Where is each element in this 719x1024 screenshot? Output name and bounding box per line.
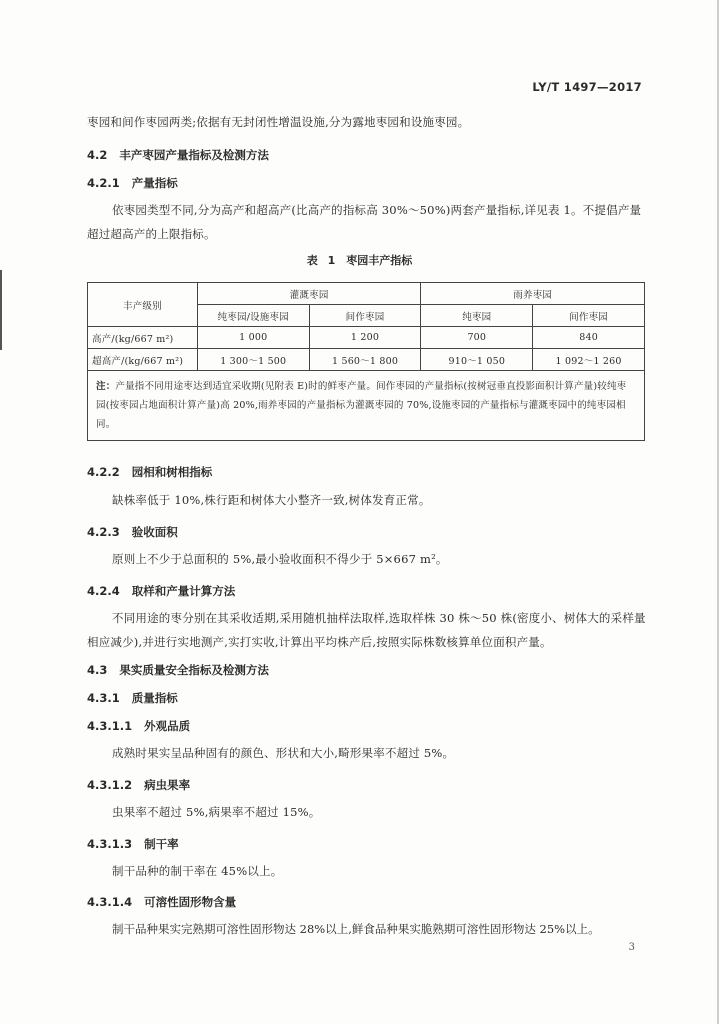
heading-4-3-1-1 xyxy=(87,718,190,734)
intro-continuation: 枣园和间作枣园两类;依据有无封闭性增温设施,分为露地枣园和设施枣园。 xyxy=(87,115,470,129)
yield-index-table xyxy=(87,282,645,441)
header-grade: 丰产级别 xyxy=(88,283,198,327)
heading-title: 丰产枣园产量指标及检测方法 xyxy=(119,148,269,162)
heading-title: 果实质量安全指标及检测方法 xyxy=(119,663,269,677)
paragraph-yield-index: 依枣园类型不同,分为高产和超高产(比高产的指标高 30%～50%)两套产量指标,详见表 1。不提倡产量超过超高产的上限指标。 xyxy=(87,203,642,241)
heading-4-3-1-2 xyxy=(87,777,190,793)
page-number: 3 xyxy=(628,942,635,953)
heading-title: 可溶性固形物含量 xyxy=(144,895,237,909)
table-cell: 1 300～1 500 xyxy=(197,349,309,371)
table-cell: 1 560～1 800 xyxy=(309,349,421,371)
heading-title: 取样和产量计算方法 xyxy=(131,584,236,598)
heading-title: 质量指标 xyxy=(131,691,178,705)
heading-4-3-1-3 xyxy=(87,836,179,852)
table-row xyxy=(88,349,645,371)
note-text: 产量指不同用途枣达到适宜采收期(见附表 E)时的鲜枣产量。间作枣园的产量指标(按树冠垂直投影面积计算产量)较纯枣园(按枣园占地面积计算产量)高 20%,雨养枣园的产量指标为灌溉枣园的 70%,设施枣园的产量指标与灌溉枣园中的纯枣园相同。 xyxy=(96,381,627,430)
heading-title: 园相和树相指标 xyxy=(131,465,213,479)
paragraph-drying-rate: 制干品种的制干率在 45%以上。 xyxy=(112,864,283,878)
heading-title: 验收面积 xyxy=(131,525,178,539)
table-cell: 1 200 xyxy=(309,327,421,349)
heading-number: 4.3.1.2 xyxy=(87,778,133,792)
heading-4-3-1-4 xyxy=(87,894,236,910)
table-row xyxy=(88,327,645,349)
heading-number: 4.2.2 xyxy=(87,465,120,479)
heading-number: 4.2.3 xyxy=(87,525,120,539)
subheader-cell: 纯枣园/设施枣园 xyxy=(197,305,309,327)
header-irrigated: 灌溉枣园 xyxy=(197,283,421,305)
heading-4-3-1 xyxy=(87,690,178,706)
heading-number: 4.2.4 xyxy=(87,584,120,598)
note-label: 注： xyxy=(96,381,116,392)
table-note xyxy=(88,371,645,441)
subheader-cell: 间作枣园 xyxy=(533,305,645,327)
heading-4-2-3 xyxy=(87,524,178,540)
heading-title: 病虫果率 xyxy=(144,778,191,792)
paragraph-pest-rate: 虫果率不超过 5%,病果率不超过 15%。 xyxy=(112,805,321,819)
table-cell: 1 092～1 260 xyxy=(533,349,645,371)
heading-number: 4.3.1.1 xyxy=(87,719,133,733)
heading-4-2 xyxy=(87,147,269,163)
heading-4-2-2 xyxy=(87,464,212,480)
scan-edge-left-mark xyxy=(0,270,2,350)
table-note-row xyxy=(88,371,645,441)
heading-number: 4.3 xyxy=(87,663,108,677)
row-label: 高产/(kg/667 m²) xyxy=(88,327,198,349)
table-cell: 840 xyxy=(533,327,645,349)
row-label: 超高产/(kg/667 m²) xyxy=(88,349,198,371)
paragraph-acceptance-area: 原则上不少于总面积的 5%,最小验收面积不得少于 5×667 m²。 xyxy=(112,552,448,566)
heading-title: 产量指标 xyxy=(131,176,178,190)
paragraph-soluble-solids: 制干品种果实完熟期可溶性固形物达 28%以上,鲜食品种果实脆熟期可溶性固形物达 25%以上。 xyxy=(112,922,600,936)
heading-title: 外观品质 xyxy=(144,719,191,733)
table-cell: 910～1 050 xyxy=(421,349,533,371)
table-cell: 1 000 xyxy=(197,327,309,349)
subheader-cell: 纯枣园 xyxy=(421,305,533,327)
heading-title: 制干率 xyxy=(144,837,179,851)
heading-number: 4.3.1 xyxy=(87,691,120,705)
table-header-row xyxy=(88,283,645,305)
paragraph-orchard-appearance: 缺株率低于 10%,株行距和树体大小整齐一致,树体发育正常。 xyxy=(112,493,431,507)
heading-number: 4.3.1.4 xyxy=(87,895,133,909)
paragraph-sampling-method: 不同用途的枣分别在其采收适期,采用随机抽样法取样,选取样株 30 株～50 株(密度小、树体大的采样量相应减少),并进行实地测产,实打实收,计算出平均株产后,按照实际株数核算单位面积产量。 xyxy=(87,611,646,649)
subheader-cell: 间作枣园 xyxy=(309,305,421,327)
heading-number: 4.2 xyxy=(87,148,108,162)
standard-number: LY/T 1497—2017 xyxy=(532,80,642,94)
heading-4-3 xyxy=(87,662,269,678)
paragraph-appearance-quality: 成熟时果实呈品种固有的颜色、形状和大小,畸形果率不超过 5%。 xyxy=(112,746,455,760)
table-caption: 表 1 枣园丰产指标 xyxy=(306,254,413,267)
heading-4-2-1 xyxy=(87,175,178,191)
header-rainfed: 雨养枣园 xyxy=(421,283,645,305)
heading-number: 4.2.1 xyxy=(87,176,120,190)
heading-number: 4.3.1.3 xyxy=(87,837,133,851)
heading-4-2-4 xyxy=(87,583,235,599)
table-cell: 700 xyxy=(421,327,533,349)
